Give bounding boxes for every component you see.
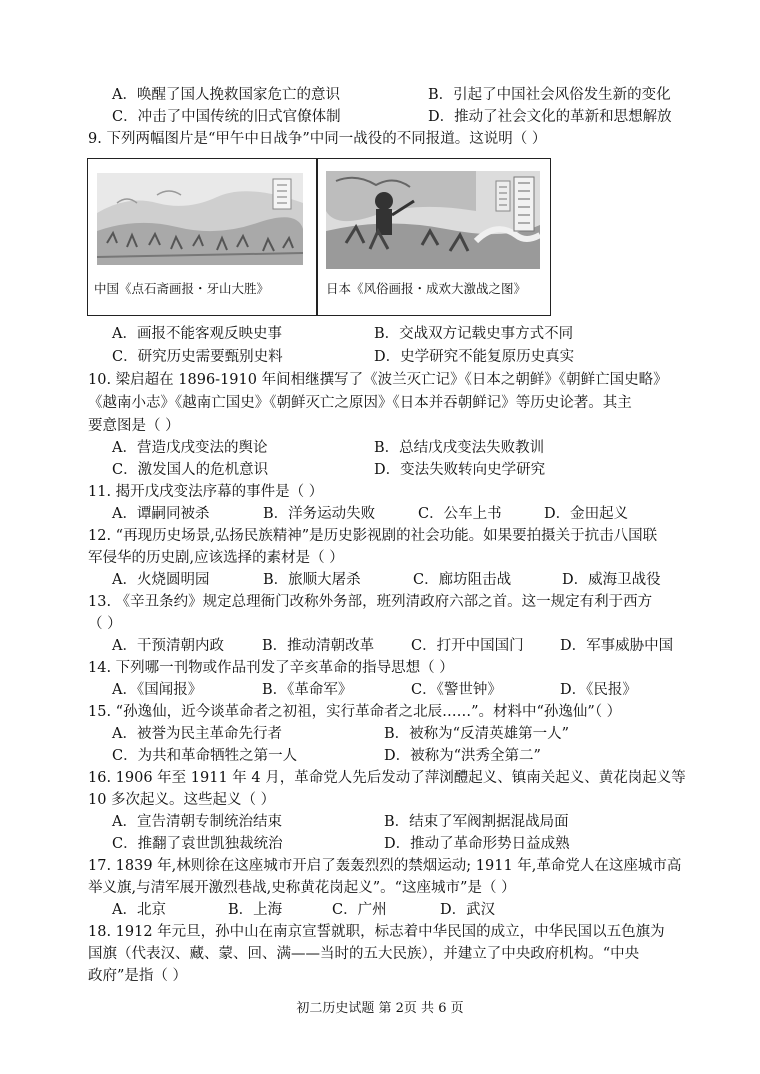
q9-option-c: C．研究历史需要甄别史料 xyxy=(112,349,283,365)
q15-option-b: B．被称为“反清英雄第一人” xyxy=(384,726,569,742)
q15-option-c: C．为共和革命牺牲之第一人 xyxy=(112,748,298,764)
q9-figure-box xyxy=(87,158,551,316)
q8-option-d: D．推动了社会文化的革新和思想解放 xyxy=(428,109,672,125)
q18-line-2: 国旗（代表汉、藏、蒙、回、满——当时的五大民族），并建立了中央政府机构。“中央 xyxy=(88,946,640,962)
q12-option-c: C．廊坊阻击战 xyxy=(413,572,512,588)
q13-option-b: B．推动清朝改革 xyxy=(262,638,375,654)
q10-line-2: 《越南小志》《越南亡国史》《朝鲜灭亡之原因》《日本并吞朝鲜记》等历史论著。其主 xyxy=(88,395,632,411)
q15-option-a: A．被誉为民主革命先行者 xyxy=(112,726,282,742)
q17-option-b: B．上海 xyxy=(228,902,283,918)
q11-stem: 11. 揭开戊戌变法序幕的事件是（ ） xyxy=(88,484,324,500)
q16-option-b: B．结束了军阀割据混战局面 xyxy=(384,814,569,830)
q13-option-a: A．干预清朝内政 xyxy=(112,638,224,654)
q9-right-caption: 日本《风俗画报・成欢大激战之图》 xyxy=(326,281,527,296)
q17-option-a: A．北京 xyxy=(112,902,166,918)
q12-option-b: B．旅顺大屠杀 xyxy=(263,572,361,588)
q10-option-c: C．激发国人的危机意识 xyxy=(112,462,269,478)
q11-option-d: D．金田起义 xyxy=(544,506,629,522)
q17-option-d: D．武汉 xyxy=(440,902,496,918)
q13-line-1: 13. 《辛丑条约》规定总理衙门改称外务部，班列清政府六部之首。这一规定有利于西方 xyxy=(88,594,653,610)
page-footer: 初二历史试题 第 2页 共 6 页 xyxy=(296,1001,464,1016)
q16-option-d: D．推动了革命形势日益成熟 xyxy=(384,836,570,852)
q9-option-d: D．史学研究不能复原历史真实 xyxy=(374,349,575,365)
q17-line-2: 举义旗,与清军展开激烈巷战,史称黄花岗起义”。“这座城市”是（ ） xyxy=(88,880,516,896)
q8-option-c: C．冲击了中国传统的旧式官僚体制 xyxy=(112,109,341,125)
q9-option-b: B．交战双方记载史事方式不同 xyxy=(374,326,574,342)
q12-line-2: 军侵华的历史剧,应该选择的素材是（ ） xyxy=(88,550,344,566)
q11-option-c: C．公车上书 xyxy=(418,506,502,522)
q13-option-c: C．打开中国国门 xyxy=(411,638,524,654)
q8-option-b: B．引起了中国社会风俗发生新的变化 xyxy=(428,87,671,103)
q13-option-d: D．军事威胁中国 xyxy=(560,638,674,654)
q17-line-1: 17. 1839 年,林则徐在这座城市开启了轰轰烈烈的禁烟运动; 1911 年,革命党人在这座城市高 xyxy=(88,858,682,874)
q9-left-illustration xyxy=(97,173,303,265)
q12-line-1: 12. “再现历史场景,弘扬民族精神”是历史影视剧的社会功能。如果要拍摄关于抗击八国联 xyxy=(88,528,658,544)
q18-line-1: 18. 1912 年元旦，孙中山在南京宣誓就职，标志着中华民国的成立，中华民国以五色旗为 xyxy=(88,924,665,940)
q14-option-a: A．《国闻报》 xyxy=(112,682,203,698)
q9-stem: 9. 下列两幅图片是“甲午中日战争”中同一战役的不同报道。这说明（ ） xyxy=(88,131,547,147)
q10-line-1: 10. 梁启超在 1896-1910 年间相继撰写了《波兰灭亡记》《日本之朝鲜》《朝鲜亡国史略》 xyxy=(88,372,668,388)
q9-right-illustration xyxy=(326,171,540,269)
q13-line-2: （ ） xyxy=(88,616,122,632)
q16-line-2: 10 多次起义。这些起义（ ） xyxy=(88,792,276,808)
q14-stem: 14. 下列哪一刊物或作品刊发了辛亥革命的指导思想（ ） xyxy=(88,660,454,676)
q9-option-a: A．画报不能客观反映史事 xyxy=(112,326,282,342)
q10-line-3: 要意图是（ ） xyxy=(88,418,180,434)
q12-option-a: A．火烧圆明园 xyxy=(112,572,210,588)
q14-option-c: C．《警世钟》 xyxy=(411,682,502,698)
q15-option-d: D．被称为“洪秀全第二” xyxy=(384,748,541,764)
q14-option-d: D．《民报》 xyxy=(560,682,637,698)
q8-option-a: A．唤醒了国人挽救国家危亡的意识 xyxy=(112,87,340,103)
q15-stem: 15. “孙逸仙，近今谈革命者之初祖，实行革命者之北辰……”。材料中“孙逸仙”（ ） xyxy=(88,704,622,720)
figure-divider xyxy=(316,159,318,315)
q11-option-a: A．谭嗣同被杀 xyxy=(112,506,210,522)
q18-line-3: 政府”是指（ ） xyxy=(88,968,188,984)
q16-option-a: A．宣告清朝专制统治结束 xyxy=(112,814,282,830)
q14-option-b: B．《革命军》 xyxy=(262,682,353,698)
q11-option-b: B．洋务运动失败 xyxy=(263,506,376,522)
q10-option-d: D．变法失败转向史学研究 xyxy=(374,462,546,478)
q17-option-c: C．广州 xyxy=(332,902,387,918)
q16-line-1: 16. 1906 年至 1911 年 4 月，革命党人先后发动了萍浏醴起义、镇南关起义、黄花岗起义等 xyxy=(88,770,686,786)
q10-option-b: B．总结戊戌变法失败教训 xyxy=(374,440,545,456)
q10-option-a: A．营造戊戌变法的舆论 xyxy=(112,440,268,456)
q9-left-caption: 中国《点石斋画报・牙山大胜》 xyxy=(94,281,270,296)
q12-option-d: D．威海卫战役 xyxy=(562,572,661,588)
q16-option-c: C．推翻了袁世凯独裁统治 xyxy=(112,836,283,852)
